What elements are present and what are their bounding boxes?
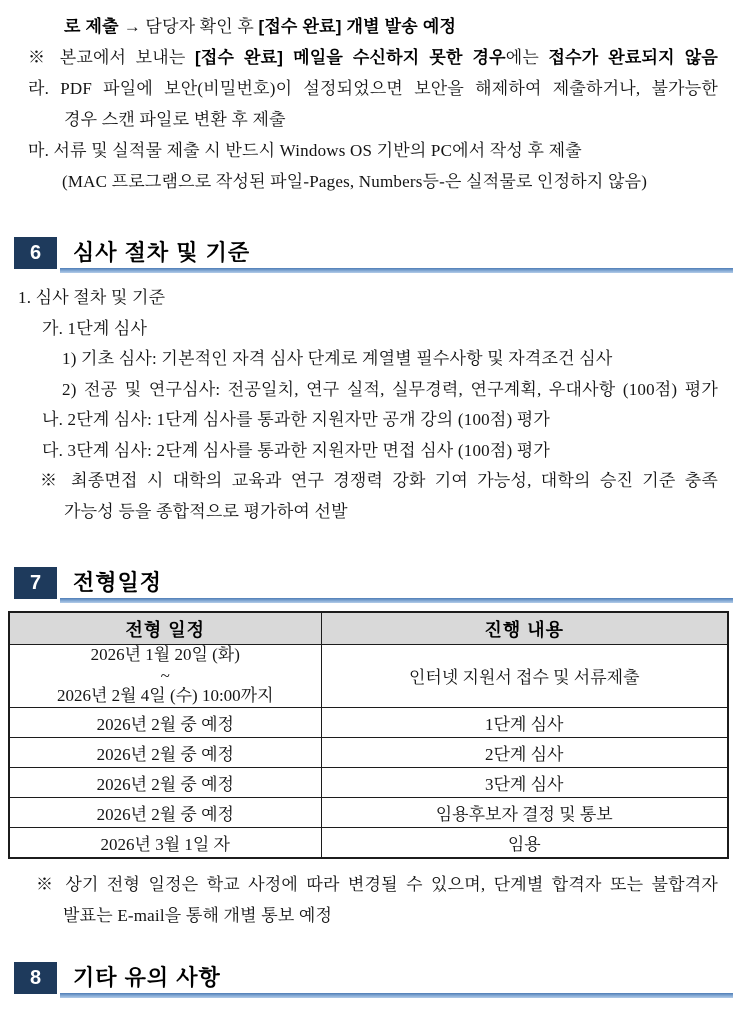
bold-text-segment: 로 제출 xyxy=(64,17,124,36)
schedule-table-row xyxy=(9,737,728,767)
schedule-table-header-row xyxy=(9,612,728,645)
text-segment: 1) 기초 심사: 기본적인 자격 심사 단계로 계열별 필수사항 및 자격조건 심사 xyxy=(62,349,613,368)
section-underline xyxy=(60,268,733,273)
schedule-table-header-cell: 전형 일정 xyxy=(9,612,321,645)
bold-text-segment: [접수 완료] 개별 발송 예정 xyxy=(258,17,457,36)
schedule-date-line: 2026년 1월 20일 (화) xyxy=(90,645,240,664)
section6-line xyxy=(0,344,744,375)
schedule-table-row xyxy=(9,827,728,858)
text-segment: (MAC 프로그램으로 작성된 파일-Pages, Numbers등-은 실적물로 인정하지 않음) xyxy=(62,172,648,191)
schedule-date-cell xyxy=(9,827,321,858)
text-segment: 1. 심사 절차 및 기준 xyxy=(18,288,166,307)
text-segment: 다. 3단계 심사: 2단계 심사를 통과한 지원자만 면접 심사 (100점) 평가 xyxy=(42,440,551,460)
intro-line xyxy=(0,104,744,135)
bold-text-segment: [접수 완료] 메일을 수신하지 못한 경우 xyxy=(195,48,506,67)
schedule-date-cell xyxy=(9,797,321,827)
text-segment: 나. 2단계 심사: 1단계 심사를 통과한 지원자만 공개 강의 (100점) 평가 xyxy=(42,410,551,429)
footnote-line xyxy=(0,900,744,931)
section-title: 전형일정 xyxy=(73,570,163,595)
text-segment: ※ 최종면접 시 대학의 교육과 연구 경쟁력 강화 기여 가능성, 대학의 승진 기준 충족 xyxy=(40,471,718,490)
text-segment: 발표는 E-mail을 통해 개별 통보 예정 xyxy=(63,906,333,925)
intro-line xyxy=(0,42,744,73)
section-underline xyxy=(60,598,733,603)
schedule-table-header-cell: 진행 내용 xyxy=(321,612,728,645)
schedule-table-row xyxy=(9,767,728,797)
section-number-badge: 7 xyxy=(14,567,57,599)
schedule-table-row xyxy=(9,645,728,708)
section-6-body xyxy=(0,283,744,527)
schedule-date-cell xyxy=(9,767,321,797)
schedule-content-cell: 임용후보자 결정 및 통보 xyxy=(321,797,728,827)
intro-line xyxy=(0,166,744,197)
schedule-table-row xyxy=(9,707,728,737)
section-number-badge: 8 xyxy=(14,962,57,994)
schedule-content-cell: 2단계 심사 xyxy=(321,737,728,767)
text-segment: → 담당자 확인 후 xyxy=(123,17,259,36)
section-6-header xyxy=(0,237,744,277)
section6-line xyxy=(0,405,744,436)
text-segment: 라. PDF 파일에 보안(비밀번호)이 설정되었으면 보안을 해제하여 제출하거나, 불가능한 xyxy=(28,79,718,98)
text-segment: 에는 xyxy=(505,48,549,67)
schedule-date-line: 2026년 2월 중 예정 xyxy=(96,804,234,824)
schedule-date-cell xyxy=(9,737,321,767)
schedule-content-cell: 인터넷 지원서 접수 및 서류제출 xyxy=(321,645,728,708)
intro-paragraphs xyxy=(0,11,744,197)
text-segment: 2) 전공 및 연구심사: 전공일치, 연구 실적, 실무경력, 연구계획, 우대사항 (100점) 평가 xyxy=(62,379,718,399)
schedule-table xyxy=(8,611,729,859)
schedule-table-row xyxy=(9,797,728,827)
section-8-header xyxy=(0,962,744,1002)
schedule-date-line: 2026년 2월 중 예정 xyxy=(96,714,234,734)
text-segment: 경우 스캔 파일로 변환 후 제출 xyxy=(64,110,286,129)
schedule-content-cell: 1단계 심사 xyxy=(321,707,728,737)
section6-line xyxy=(0,466,744,497)
section6-line xyxy=(0,283,744,314)
section6-line xyxy=(0,375,744,406)
footnote-line xyxy=(0,869,744,900)
section6-line xyxy=(0,314,744,345)
schedule-date-cell xyxy=(9,707,321,737)
bold-text-segment: 접수가 완료되지 않음 xyxy=(548,48,718,67)
text-segment: 마. 서류 및 실적물 제출 시 반드시 Windows OS 기반의 PC에서 작성 후 제출 xyxy=(28,141,582,160)
section-7-header xyxy=(0,567,744,607)
schedule-content-cell: 임용 xyxy=(321,827,728,858)
schedule-date-line: 2026년 2월 중 예정 xyxy=(96,774,234,794)
intro-line xyxy=(0,11,744,42)
section6-line xyxy=(0,497,744,528)
section6-line xyxy=(0,436,744,467)
schedule-date-line: ~ xyxy=(160,665,170,685)
intro-line xyxy=(0,73,744,104)
text-segment: 가능성 등을 종합적으로 평가하여 선발 xyxy=(64,501,348,521)
schedule-date-line: 2026년 2월 4일 (수) 10:00까지 xyxy=(56,686,274,705)
section-title: 심사 절차 및 기준 xyxy=(73,240,251,265)
schedule-date-line: 2026년 3월 1일 자 xyxy=(100,834,230,854)
schedule-content-cell: 3단계 심사 xyxy=(321,767,728,797)
section-number-badge: 6 xyxy=(14,237,57,269)
schedule-date-line: 2026년 2월 중 예정 xyxy=(96,744,234,764)
section-title: 기타 유의 사항 xyxy=(73,965,221,990)
text-segment: ※ 본교에서 보내는 xyxy=(28,48,195,67)
text-segment: ※ 상기 전형 일정은 학교 사정에 따라 변경될 수 있으며, 단계별 합격자 또는 불합격자 xyxy=(36,875,718,894)
section-underline xyxy=(60,993,733,998)
schedule-date-cell xyxy=(9,645,321,708)
table-footnote xyxy=(0,869,744,931)
intro-line xyxy=(0,135,744,166)
text-segment: 가. 1단계 심사 xyxy=(42,318,148,338)
